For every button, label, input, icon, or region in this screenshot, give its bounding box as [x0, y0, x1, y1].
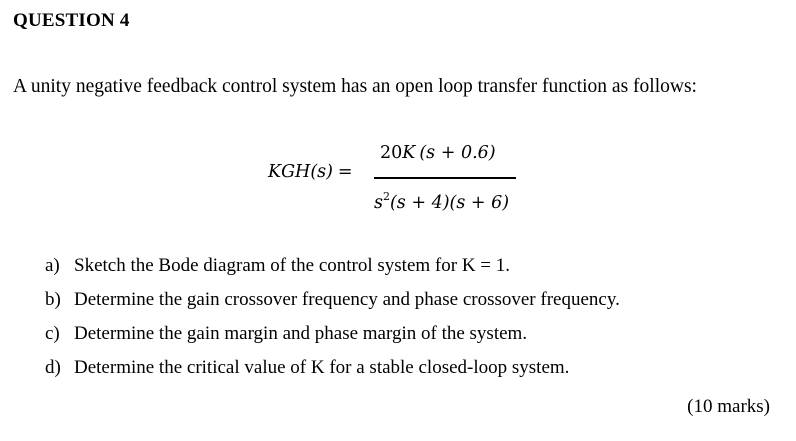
- marks-allocation: (10 marks): [687, 396, 770, 417]
- question-intro: A unity negative feedback control system has an open loop transfer function as follows:: [13, 76, 697, 97]
- equation-lhs: [268, 161, 353, 183]
- question-heading: QUESTION 4: [13, 10, 130, 31]
- part-marker: b): [45, 289, 61, 310]
- part-text: Sketch the Bode diagram of the control system for K = 1.: [74, 255, 511, 276]
- numerator-coefficient: 20: [380, 143, 403, 163]
- equation-numerator: [380, 143, 496, 163]
- equation-equals-sign: =: [337, 162, 353, 182]
- denominator-factor-1: (s + 4): [389, 193, 450, 213]
- question-part-b: [45, 289, 620, 323]
- equation-lhs-argument: (s): [310, 162, 333, 182]
- denominator-base: s: [374, 193, 383, 213]
- denominator-exponent: 2: [382, 190, 390, 203]
- numerator-factor: (s + 0.6): [419, 143, 496, 163]
- question-part-c: [45, 323, 620, 357]
- equation-lhs-function: KGH: [268, 162, 311, 182]
- question-part-a: [45, 255, 620, 289]
- part-marker: d): [45, 357, 61, 378]
- denominator-factor-2: (s + 6): [449, 193, 510, 213]
- fraction-bar: [374, 177, 516, 179]
- question-parts-list: [45, 255, 620, 391]
- numerator-gain: K: [402, 143, 416, 163]
- part-marker: c): [45, 323, 60, 344]
- equation-denominator: [374, 190, 510, 213]
- part-text: Determine the critical value of K for a stable closed-loop system.: [74, 357, 570, 378]
- question-part-d: [45, 357, 620, 391]
- part-marker: a): [45, 255, 60, 276]
- part-text: Determine the gain margin and phase margin of the system.: [74, 323, 528, 344]
- part-text: Determine the gain crossover frequency and phase crossover frequency.: [74, 289, 620, 310]
